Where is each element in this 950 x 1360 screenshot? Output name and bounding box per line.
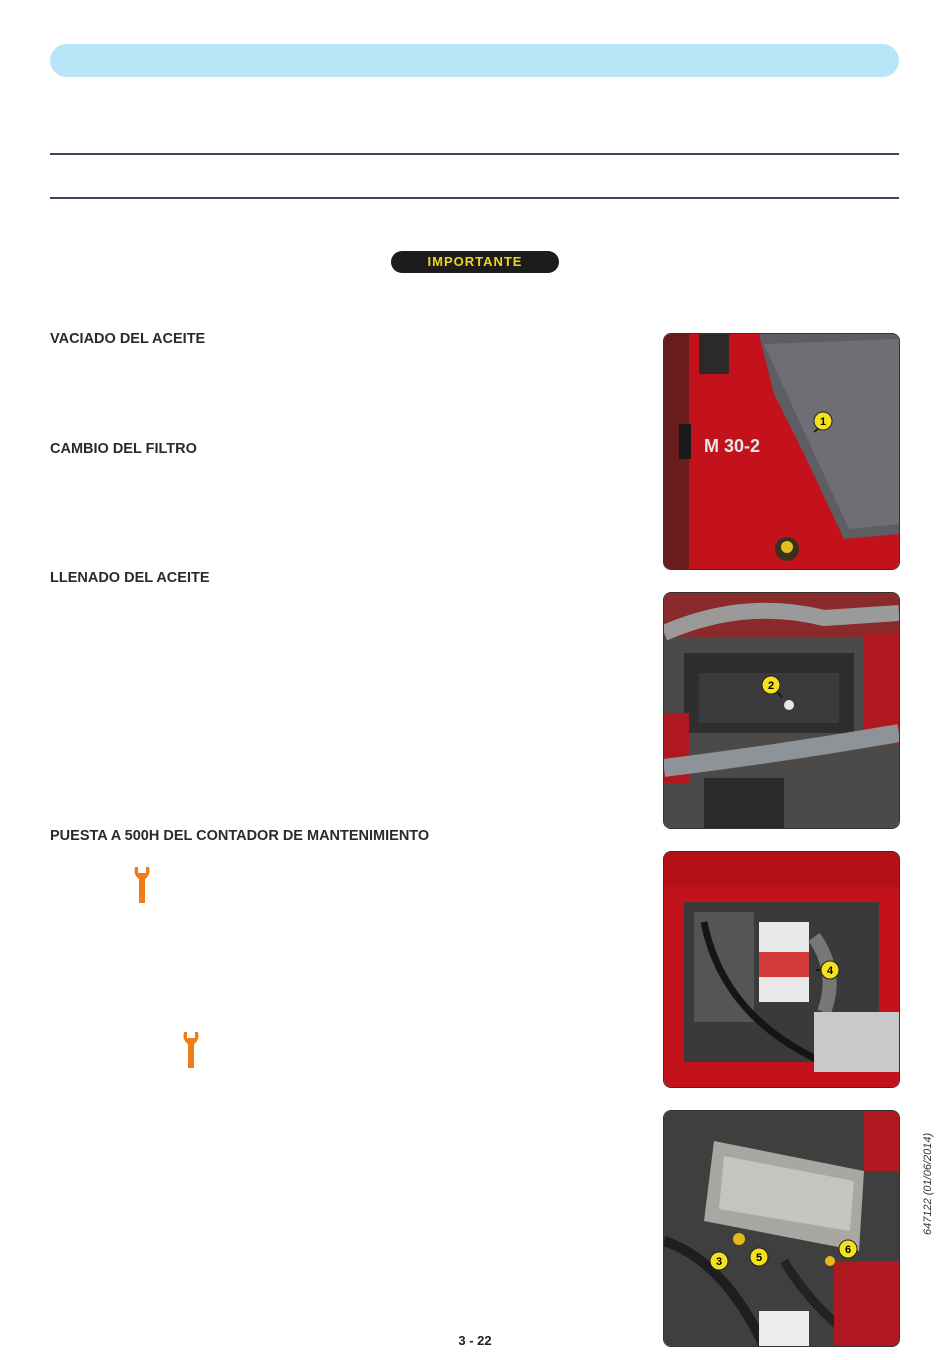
callout-label: 2 <box>767 680 775 692</box>
photo-4 <box>663 1110 900 1347</box>
callout-label: 5 <box>755 1252 763 1264</box>
callout-label: 6 <box>844 1244 852 1256</box>
heading-maintenance-counter: PUESTA A 500H DEL CONTADOR DE MANTENIMIENTO <box>50 828 430 844</box>
photo-2 <box>663 592 900 829</box>
important-badge: IMPORTANTE <box>391 251 559 273</box>
model-lettering: M 30-2 <box>704 436 761 456</box>
wrench-icon <box>181 1030 201 1070</box>
callout-label: 3 <box>715 1256 723 1268</box>
heading-filter-change: CAMBIO DEL FILTRO <box>50 441 197 457</box>
heading-oil-drain: VACIADO DEL ACEITE <box>50 331 206 347</box>
callout-label: 1 <box>819 416 827 428</box>
title-rule-top <box>50 153 899 155</box>
wrench-icon <box>132 865 152 905</box>
callout-label: 4 <box>826 965 834 977</box>
heading-oil-fill: LLENADO DEL ACEITE <box>50 570 210 586</box>
header-bar <box>50 44 899 77</box>
title-rule-bottom <box>50 197 899 199</box>
page-number: 3 - 22 <box>458 1333 492 1348</box>
photo-1 <box>663 333 900 570</box>
document-reference: 647122 (01/06/2014) <box>922 1132 934 1235</box>
photo-3 <box>663 851 900 1088</box>
